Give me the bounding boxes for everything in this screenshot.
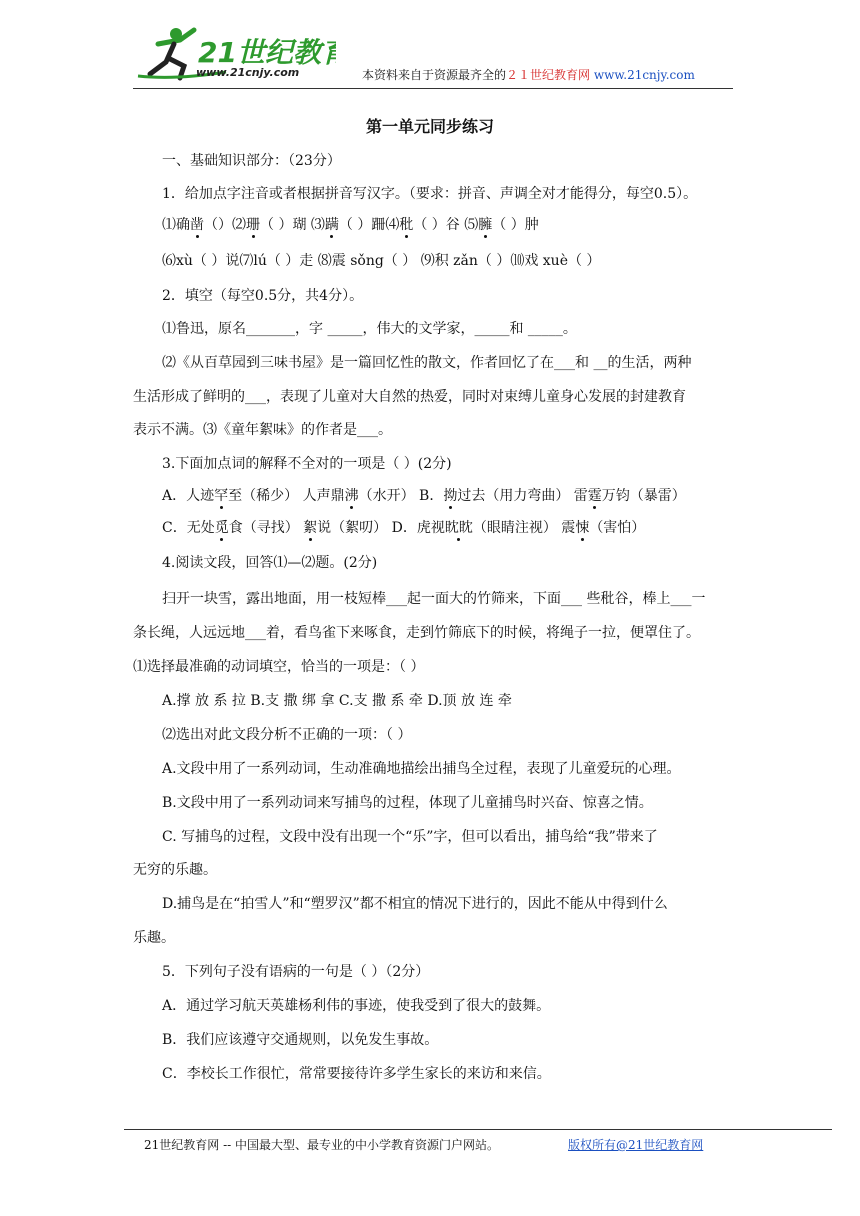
dotted-char: 絮 bbox=[303, 520, 318, 536]
source-prefix: 本资料来自于资源最齐全的 bbox=[362, 68, 507, 82]
section-heading: 一、基础知识部分：（23分） bbox=[162, 153, 341, 169]
question-1-row-2: ⑹xù（ ）说⑺lú（ ）走 ⑻震 sǒng（ ） ⑼积 zǎn（ ）⑽戏 xuè（ ） bbox=[162, 253, 601, 269]
question-4-part-1: ⑴选择最准确的动词填空，恰当的一项是：（ ） bbox=[133, 659, 425, 675]
question-3-options-cd: C．无处觅食（寻找） 絮说（絮叨） D．虎视眈眈（眼睛注视） 震悚（害怕） bbox=[162, 520, 646, 536]
question-4-option-c: C. 写捕鸟的过程，文段中没有出现一个“乐”字，但可以看出，捕鸟给“我”带来了 bbox=[162, 829, 658, 845]
runner-logo-icon bbox=[136, 22, 336, 84]
question-4-part-1-options: A.撑 放 系 拉 B.支 撒 绑 拿 C.支 撒 系 牵 D.顶 放 连 牵 bbox=[162, 693, 512, 709]
question-2-part-1: ⑴鲁迅，原名_______，字 _____，伟大的文学家，_____和 _____。 bbox=[162, 321, 577, 337]
dotted-char: 觅 bbox=[214, 520, 229, 536]
dotted-char: 臃 bbox=[478, 217, 493, 233]
dotted-char: 凿 bbox=[190, 217, 204, 233]
source-url-link[interactable]: www.21cnjy.com bbox=[593, 68, 695, 82]
question-5-option-a: A．通过学习航天英雄杨利伟的事迹，使我受到了很大的鼓舞。 bbox=[162, 998, 551, 1014]
question-2-part-2: ⑵《从百草园到三味书屋》是一篇回忆性的散文，作者回忆了在___和 __的生活，两种 bbox=[162, 355, 692, 371]
footer-divider bbox=[124, 1129, 832, 1130]
question-4-option-d: D.捕鸟是在“拍雪人”和“塑罗汉”都不相宜的情况下进行的，因此不能从中得到什么 bbox=[162, 896, 668, 912]
footer-copyright-link[interactable]: 版权所有@21世纪教育网 bbox=[568, 1138, 704, 1152]
svg-text:www.21cnjy.com: www.21cnjy.com bbox=[196, 66, 300, 79]
question-5-option-b: B．我们应该遵守交通规则，以免发生事故。 bbox=[162, 1032, 439, 1048]
dotted-char: 霆 bbox=[587, 488, 602, 504]
dotted-char: 拗 bbox=[443, 488, 458, 504]
question-1-row-1: ⑴确凿（）⑵珊（ ）瑚 ⑶蹒（ ）跚⑷秕（ ）谷 ⑸臃（ ）肿 bbox=[162, 217, 539, 233]
dotted-char: 沸 bbox=[344, 488, 359, 504]
question-3: 3.下面加点词的解释不全对的一项是（ ）(2分) bbox=[162, 456, 452, 472]
page-title: 第一单元同步练习 bbox=[365, 117, 494, 136]
question-4-passage: 扫开一块雪，露出地面，用一枝短棒___起一面大的竹筛来，下面___ 些秕谷，棒上___一 bbox=[162, 591, 706, 607]
dotted-char: 眈眈 bbox=[444, 520, 473, 536]
question-4: 4.阅读文段，回答⑴—⑵题。(2分) bbox=[162, 555, 378, 571]
question-1: 1．给加点字注音或者根据拼音写汉字。（要求：拼音、声调全对才能得分，每空0.5）。 bbox=[162, 186, 698, 202]
question-4-part-2: ⑵选出对此文段分析不正确的一项：（ ） bbox=[162, 727, 412, 743]
question-2: 2．填空（每空0.5分，共4分）。 bbox=[162, 288, 364, 304]
dotted-char: 罕 bbox=[214, 488, 229, 504]
dotted-char: 珊 bbox=[246, 217, 260, 233]
dotted-char: 秕 bbox=[399, 217, 414, 233]
question-5: 5．下列句子没有语病的一句是（ ）（2分） bbox=[162, 964, 430, 980]
question-4-option-d-cont: 乐趣。 bbox=[133, 930, 175, 946]
svg-text:21世纪教育: 21世纪教育 bbox=[198, 36, 336, 69]
question-2-part-2-cont: 生活形成了鲜明的___，表现了儿童对大自然的热爱，同时对束缚儿童身心发展的封建教育 bbox=[133, 389, 686, 405]
question-5-option-c: C．李校长工作很忙，常常要接待许多学生家长的来访和来信。 bbox=[162, 1066, 551, 1082]
question-3-options-ab: A．人迹罕至（稀少） 人声鼎沸（水开） B．拗过去（用力弯曲） 雷霆万钧（暴雷） bbox=[162, 488, 686, 504]
source-site-link[interactable]: ２１世纪教育网 bbox=[506, 68, 591, 82]
question-4-option-c-cont: 无穷的乐趣。 bbox=[133, 862, 217, 878]
question-4-option-b: B.文段中用了一系列动词来写捕鸟的过程，体现了儿童捕鸟时兴奋、惊喜之情。 bbox=[162, 795, 653, 811]
footer-text: 21世纪教育网 -- 中国最大型、最专业的中小学教育资源门户网站。 bbox=[144, 1138, 500, 1152]
question-4-option-a: A.文段中用了一系列动词，生动准确地描绘出捕鸟全过程，表现了儿童爱玩的心理。 bbox=[162, 761, 681, 777]
dotted-char: 蹒 bbox=[324, 217, 339, 233]
header-divider bbox=[133, 88, 733, 89]
question-4-passage-cont: 条长绳，人远远地___着，看鸟雀下来啄食，走到竹筛底下的时候，将绳子一拉，便罩住了。 bbox=[133, 625, 700, 641]
question-2-part-3: 表示不满。⑶《童年絮味》的作者是___。 bbox=[133, 422, 392, 438]
dotted-char: 悚 bbox=[575, 520, 590, 536]
header-source bbox=[362, 66, 695, 83]
site-logo bbox=[136, 22, 336, 84]
